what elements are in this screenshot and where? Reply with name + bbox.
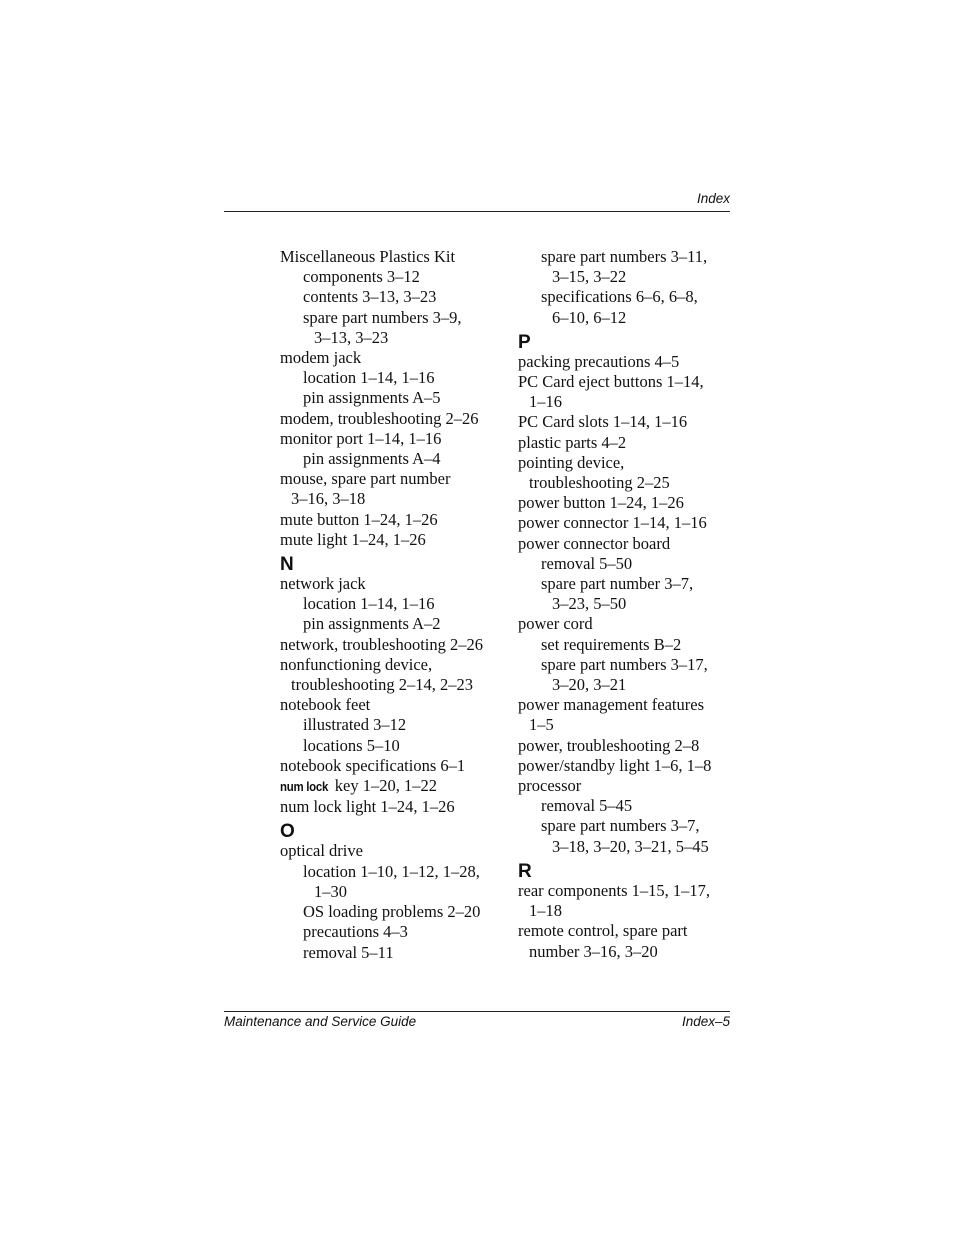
index-entry: Miscellaneous Plastics Kit — [280, 247, 456, 266]
index-entry: location 1–14, 1–16 — [303, 368, 435, 388]
index-entry: 1–5 — [529, 715, 554, 735]
index-entry: specifications 6–6, 6–8, — [541, 287, 698, 307]
index-entry: power connector 1–14, 1–16 — [518, 513, 707, 533]
index-entry: power connector board — [518, 533, 671, 553]
index-entry: 3–18, 3–20, 3–21, 5–45 — [552, 836, 709, 856]
index-entry: components 3–12 — [303, 267, 420, 287]
index-entry: network, troubleshooting 2–26 — [280, 634, 484, 654]
index-entry: packing precautions 4–5 — [518, 351, 680, 371]
index-entry: OS loading problems 2–20 — [303, 902, 481, 922]
index-entry: precautions 4–3 — [303, 922, 408, 942]
index-entry: processor — [518, 776, 582, 796]
index-entry: removal 5–45 — [541, 796, 633, 816]
index-column-right — [518, 247, 738, 962]
index-entry: power, troubleshooting 2–8 — [518, 735, 700, 755]
index-entry: 1–18 — [529, 901, 562, 921]
running-header: Index — [696, 191, 730, 206]
index-column-left — [280, 247, 510, 963]
footer-title: Maintenance and Service Guide — [224, 1014, 417, 1029]
index-entry: PC Card eject buttons 1–14, — [518, 372, 704, 392]
index-entry: mute button 1–24, 1–26 — [280, 509, 438, 529]
index-entry: 1–16 — [529, 392, 562, 412]
keyboard-key-label: num lock — [280, 779, 329, 795]
footer-rule — [224, 1011, 730, 1012]
index-entry: troubleshooting 2–14, 2–23 — [291, 675, 473, 695]
index-entry: 3–15, 3–22 — [552, 267, 627, 287]
index-entry: spare part numbers 3–17, — [541, 654, 708, 674]
index-entry: 3–20, 3–21 — [552, 675, 627, 695]
index-entry: num lock light 1–24, 1–26 — [280, 797, 455, 817]
index-entry: number 3–16, 3–20 — [529, 941, 658, 961]
index-entry: location 1–14, 1–16 — [303, 594, 435, 614]
index-entry-text: key 1–20, 1–22 — [330, 776, 437, 796]
index-entry: notebook feet — [280, 695, 371, 715]
page-number: Index–5 — [681, 1014, 730, 1029]
index-entry: modem, troubleshooting 2–26 — [280, 408, 479, 428]
index-entry — [280, 776, 510, 797]
index-entry: removal 5–50 — [541, 553, 633, 573]
index-entry: 6–10, 6–12 — [552, 307, 627, 327]
index-entry: location 1–10, 1–12, 1–28, — [303, 861, 480, 881]
index-entry: network jack — [280, 574, 366, 594]
index-entry: mouse, spare part number — [280, 469, 451, 489]
index-entry: plastic parts 4–2 — [518, 432, 627, 452]
index-entry: contents 3–13, 3–23 — [303, 287, 437, 307]
index-entry: 1–30 — [314, 881, 347, 901]
index-entry: pointing device, — [518, 452, 625, 472]
index-entry: 3–23, 5–50 — [552, 594, 627, 614]
index-entry: power button 1–24, 1–26 — [518, 493, 684, 513]
index-entry: spare part numbers 3–7, — [541, 816, 700, 836]
index-entry: rear components 1–15, 1–17, — [518, 880, 710, 900]
index-entry: spare part numbers 3–11, — [541, 247, 708, 266]
index-entry: pin assignments A–2 — [303, 614, 441, 634]
header-rule — [224, 211, 730, 212]
index-entry: remote control, spare part — [518, 921, 688, 941]
index-entry: spare part number 3–7, — [541, 574, 694, 594]
index-entry: monitor port 1–14, 1–16 — [280, 428, 442, 448]
index-entry: troubleshooting 2–25 — [529, 473, 670, 493]
index-entry: notebook specifications 6–1 — [280, 755, 466, 775]
index-entry: locations 5–10 — [303, 735, 400, 755]
index-entry: 3–13, 3–23 — [314, 327, 389, 347]
index-entry: 3–16, 3–18 — [291, 489, 366, 509]
index-entry: optical drive — [280, 841, 363, 861]
index-entry: set requirements B–2 — [541, 634, 682, 654]
index-entry: power management features — [518, 695, 704, 715]
index-entry: power/standby light 1–6, 1–8 — [518, 755, 712, 775]
index-letter-heading: P — [518, 331, 531, 353]
index-entry: modem jack — [280, 348, 362, 368]
index-entry: power cord — [518, 614, 593, 634]
index-letter-heading: R — [518, 860, 532, 882]
index-entry: nonfunctioning device, — [280, 654, 433, 674]
index-entry: spare part numbers 3–9, — [303, 307, 462, 327]
index-entry: pin assignments A–4 — [303, 449, 441, 469]
index-entry: PC Card slots 1–14, 1–16 — [518, 412, 688, 432]
index-entry: pin assignments A–5 — [303, 388, 441, 408]
index-entry: mute light 1–24, 1–26 — [280, 529, 426, 549]
index-entry: removal 5–11 — [303, 942, 394, 962]
index-entry: illustrated 3–12 — [303, 715, 407, 735]
index-letter-heading: O — [280, 821, 295, 843]
index-letter-heading: N — [280, 554, 294, 576]
